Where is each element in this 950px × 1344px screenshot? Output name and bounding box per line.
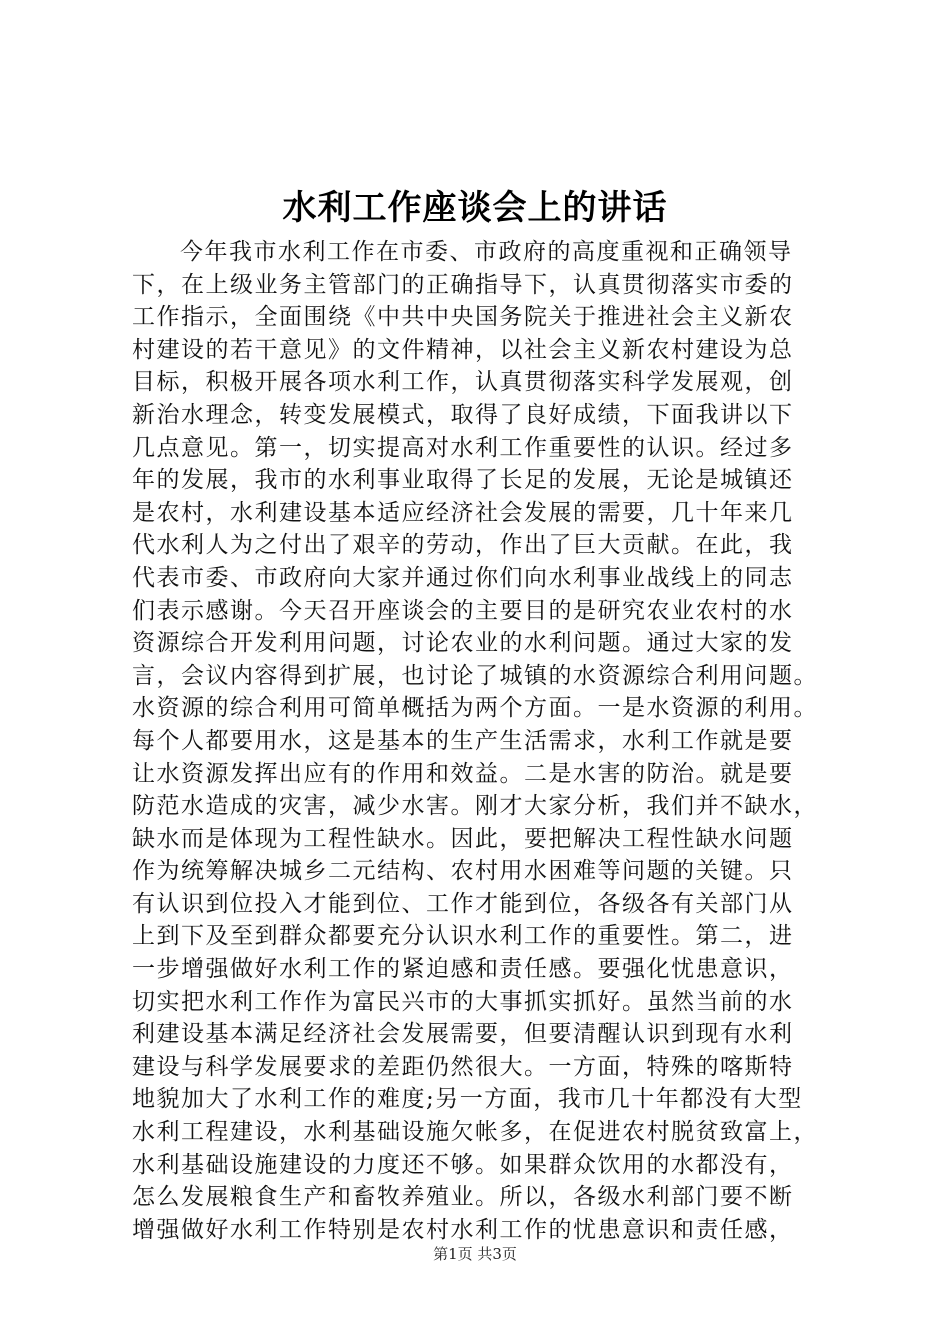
body-line: 水利基础设施建设的力度还不够。如果群众饮用的水都没有， [132,1151,794,1178]
body-line: 增强做好水利工作特别是农村水利工作的忧患意识和责任感， [132,1216,794,1243]
body-line: 利建设基本满足经济社会发展需要，但要清醒认识到现有水利 [132,1021,794,1048]
body-line: 代表市委、市政府向大家并通过你们向水利事业战线上的同志 [132,564,794,591]
body-line: 防范水造成的灾害，减少水害。刚才大家分析，我们并不缺水， [132,793,818,820]
body-line: 村建设的若干意见》的文件精神，以社会主义新农村建设为总 [132,336,794,363]
body-line: 今年我市水利工作在市委、市政府的高度重视和正确领导 [180,239,793,265]
body-line: 缺水而是体现为工程性缺水。因此，要把解决工程性缺水问题 [132,825,794,852]
body-line: 言，会议内容得到扩展，也讨论了城镇的水资源综合利用问题。 [132,662,818,689]
body-line: 切实把水利工作作为富民兴市的大事抓实抓好。虽然当前的水 [132,988,794,1015]
body-line: 资源综合开发利用问题，讨论农业的水利问题。通过大家的发 [132,630,794,657]
page-footer: 第1页 共3页 [433,1245,517,1263]
body-line: 水利工程建设，水利基础设施欠帐多，在促进农村脱贫致富上， [132,1119,818,1146]
document-body [132,236,852,1246]
body-line: 每个人都要用水，这是基本的生产生活需求，水利工作就是要 [132,727,794,754]
body-line: 水资源的综合利用可简单概括为两个方面。一是水资源的利用。 [132,695,818,722]
body-line: 下，在上级业务主管部门的正确指导下，认真贯彻落实市委的 [132,271,794,298]
body-line: 几点意见。第一，切实提高对水利工作重要性的认识。经过多 [132,434,794,461]
body-line: 是农村，水利建设基本适应经济社会发展的需要，几十年来几 [132,499,794,526]
body-line: 让水资源发挥出应有的作用和效益。二是水害的防治。就是要 [132,760,794,787]
body-line: 一步增强做好水利工作的紧迫感和责任感。要强化忧患意识， [132,956,794,983]
body-line: 怎么发展粮食生产和畜牧养殖业。所以，各级水利部门要不断 [132,1184,794,1211]
body-line: 地貌加大了水利工作的难度;另一方面，我市几十年都没有大型 [132,1086,803,1113]
body-line: 作为统筹解决城乡二元结构、农村用水困难等问题的关键。只 [132,858,794,885]
body-line: 上到下及至到群众都要充分认识水利工作的重要性。第二，进 [132,923,794,950]
body-line: 目标，积极开展各项水利工作，认真贯彻落实科学发展观，创 [132,369,794,396]
body-line: 工作指示，全面围绕《中共中央国务院关于推进社会主义新农 [132,304,794,331]
body-line: 有认识到位投入才能到位、工作才能到位，各级各有关部门从 [132,890,794,917]
document-title: 水利工作座谈会上的讲话 [282,188,668,228]
body-line: 建设与科学发展要求的差距仍然很大。一方面，特殊的喀斯特 [132,1053,794,1080]
body-line: 代水利人为之付出了艰辛的劳动，作出了巨大贡献。在此，我 [132,532,794,559]
body-line: 年的发展，我市的水利事业取得了长足的发展，无论是城镇还 [132,467,794,494]
body-line: 新治水理念，转变发展模式，取得了良好成绩，下面我讲以下 [132,401,794,428]
body-line: 们表示感谢。今天召开座谈会的主要目的是研究农业农村的水 [132,597,794,624]
